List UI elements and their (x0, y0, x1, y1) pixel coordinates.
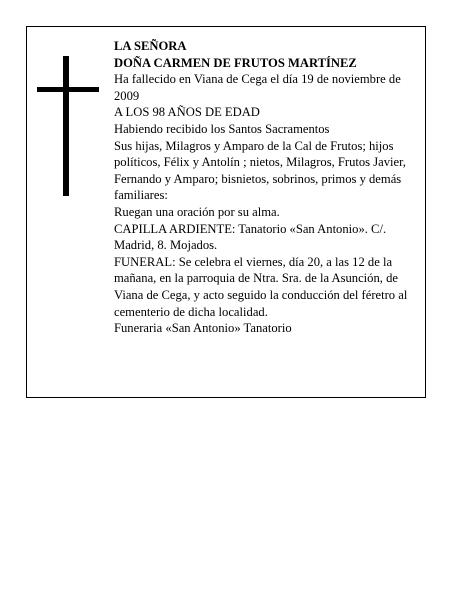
sacraments-line: Habiendo recibido los Santos Sacramentos (114, 121, 330, 136)
age-line: A LOS 98 AÑOS DE EDAD (114, 105, 260, 120)
funeral-home-line: Funeraria «San Antonio» Tanatorio (114, 321, 292, 336)
family-paragraph: Sus hijas, Milagros y Amparo de la Cal de Frutos; hijos políticos, Félix y Antolín ; nietos, Milagros, Frutos Javier, Fernando y Amparo; bisnietos, sobrinos, primos y demás familiares: (114, 138, 406, 203)
death-info: Ha fallecido en Viana de Cega el día 19 de noviembre de 2009 (114, 72, 401, 103)
chapel-paragraph: CAPILLA ARDIENTE: Tanatorio «San Antonio». C/. Madrid, 8. Mojados. (114, 221, 387, 253)
prayer-line: Ruegan una oración por su alma. (114, 204, 280, 219)
cross-horizontal-bar (37, 87, 99, 92)
notice-title: LA SEÑORA (114, 39, 187, 53)
deceased-name: DOÑA CARMEN DE FRUTOS MARTÍNEZ (114, 55, 357, 70)
cross-vertical-bar (63, 56, 69, 196)
latin-cross-icon (37, 56, 99, 196)
obituary-text (114, 38, 419, 337)
funeral-paragraph: FUNERAL: Se celebra el viernes, día 20, a las 12 de la mañana, en la parroquia de Ntra. Sra. de la Asunción, de Viana de Cega, y acto seguido la conducción del féretro al cementerio de dicha localidad. (114, 254, 408, 319)
